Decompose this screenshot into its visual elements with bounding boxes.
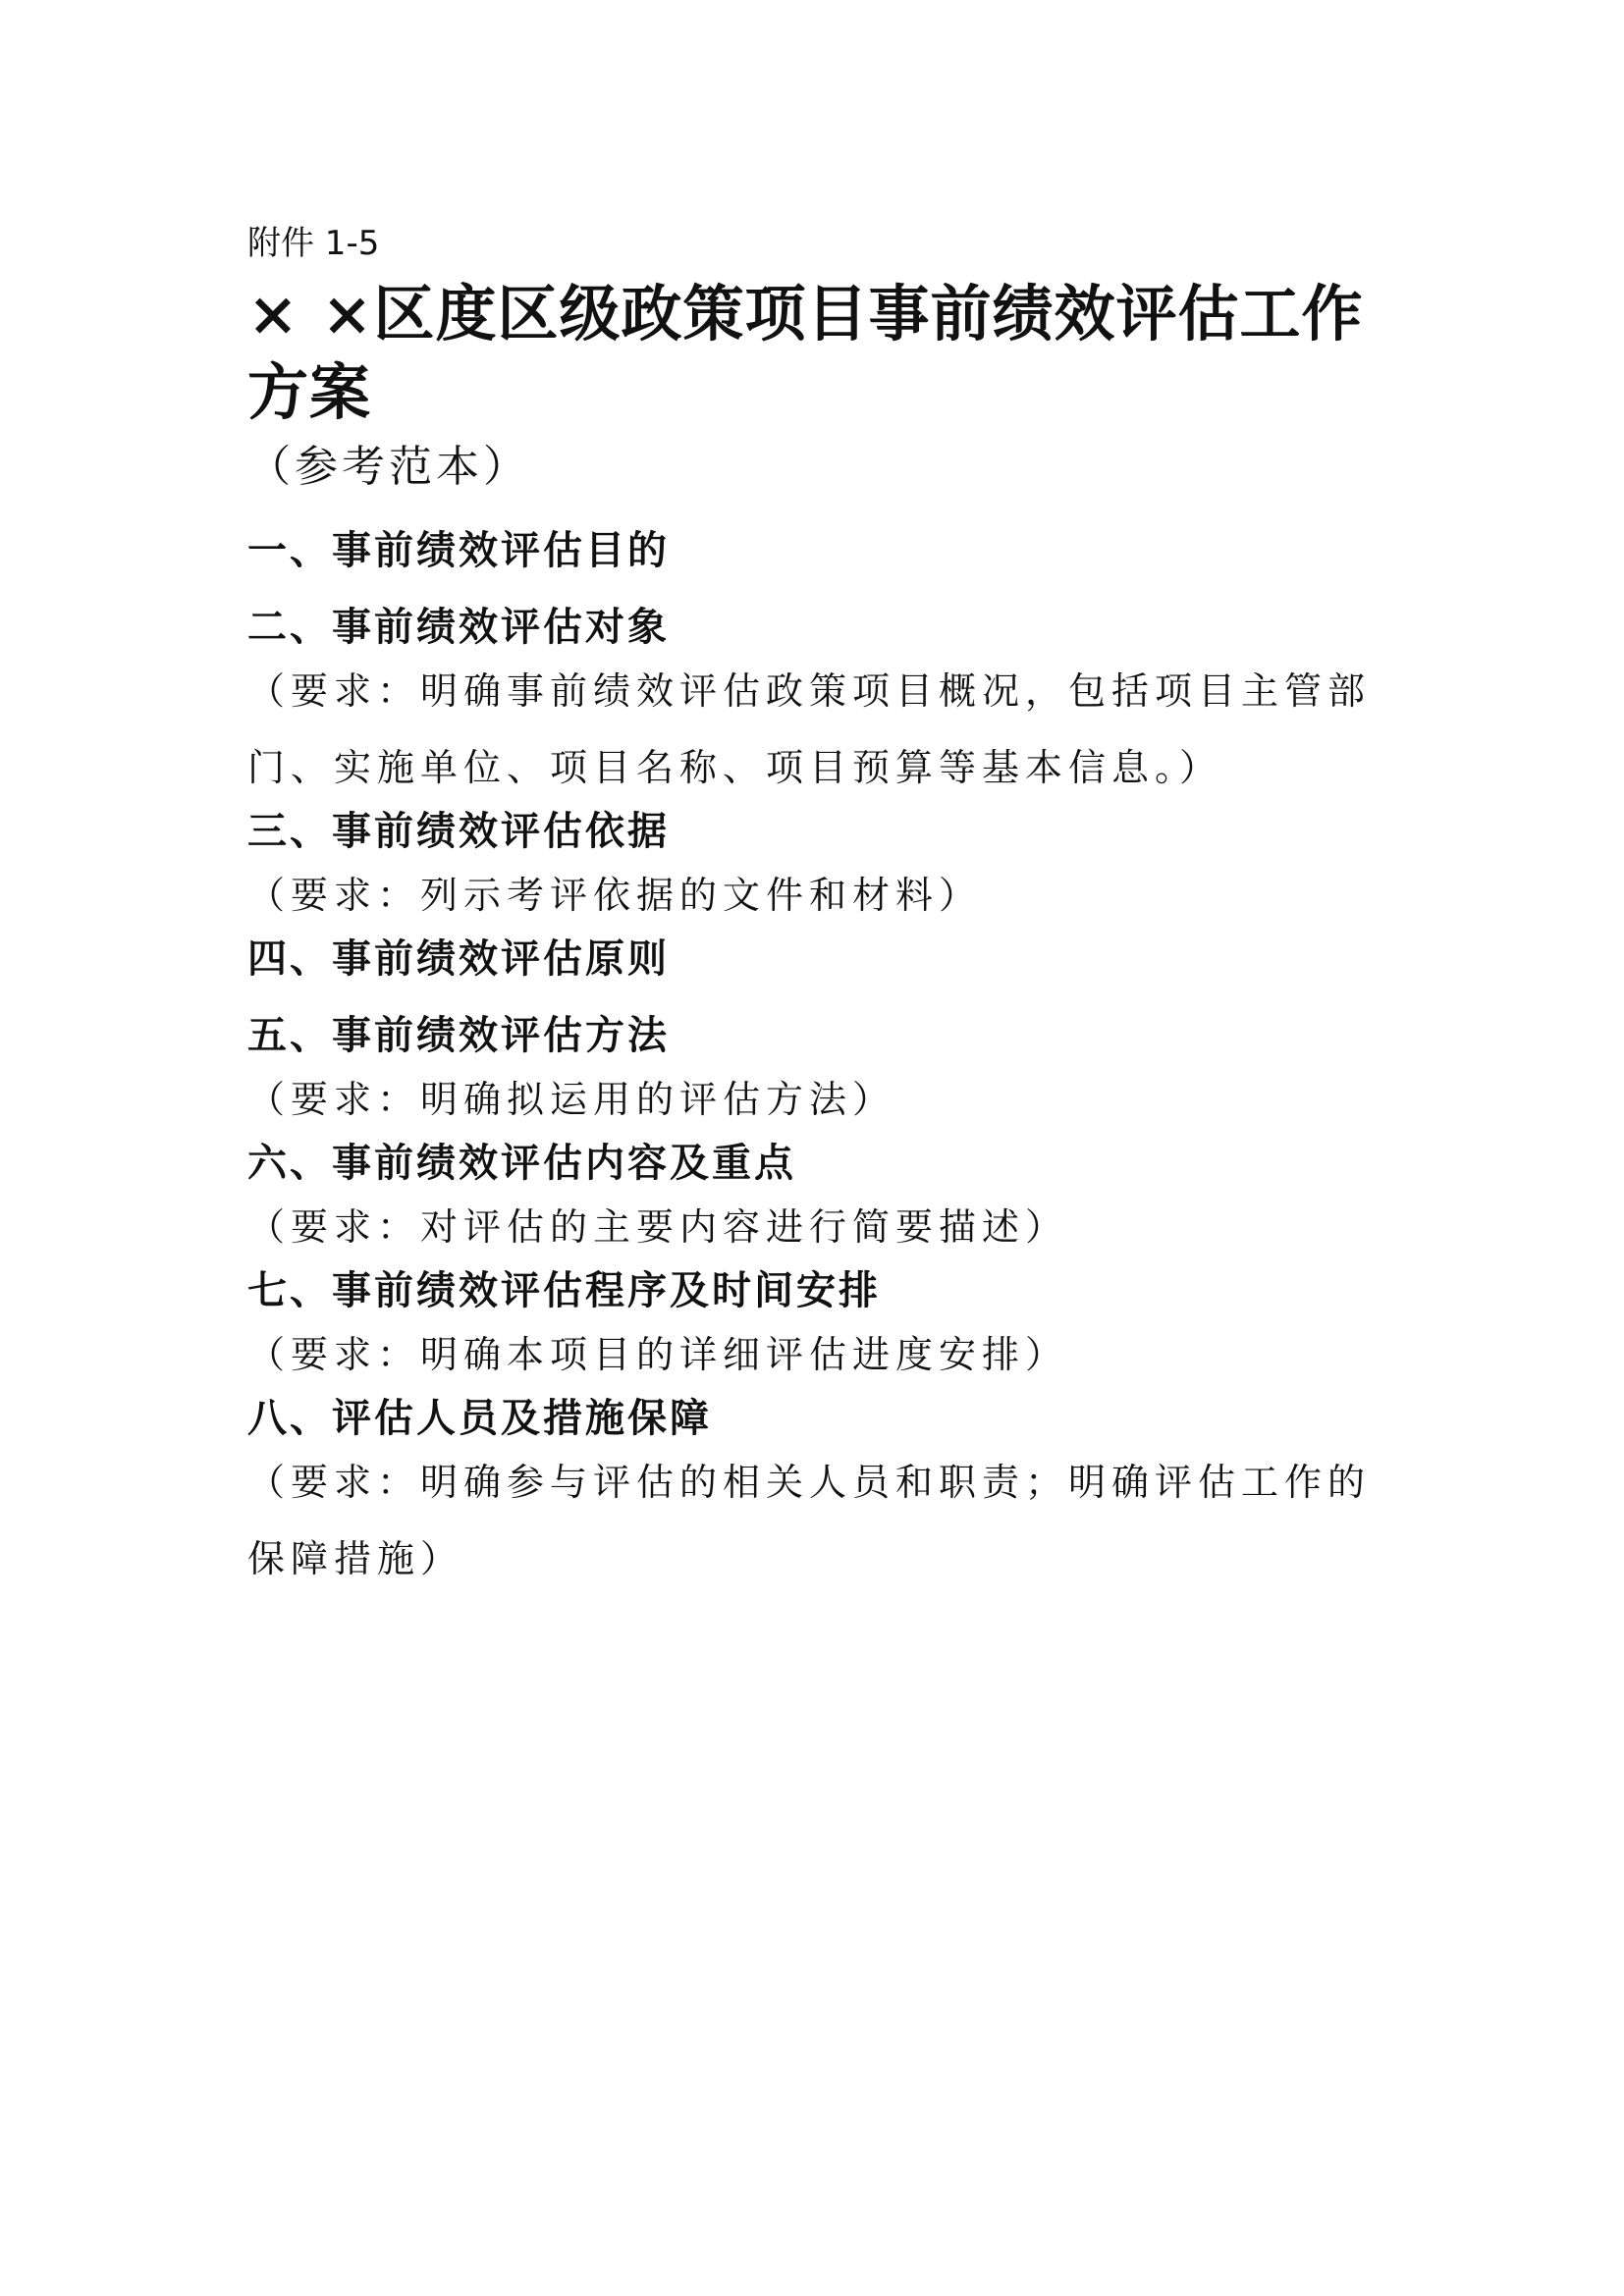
section-heading-5: 五、事前绩效评估方法 [247, 1013, 670, 1058]
section-heading-7: 七、事前绩效评估程序及时间安排 [247, 1268, 881, 1313]
section-heading-4: 四、事前绩效评估原则 [247, 936, 670, 982]
section-note-6: （要求：对评估的主要内容进行简要描述） [247, 1205, 1069, 1249]
section-heading-2: 二、事前绩效评估对象 [247, 605, 670, 650]
document-title: × ×区度区级政策项目事前绩效评估工作方案 [247, 278, 1364, 428]
section-heading-8: 八、评估人员及措施保障 [247, 1396, 712, 1441]
section-note-2: （要求：明确事前绩效评估政策项目概况，包括项目主管部门、实施单位、项目名称、项目预算等基本信息。） [247, 669, 1372, 789]
section-heading-3: 三、事前绩效评估依据 [247, 809, 670, 854]
attachment-label: 附件 1-5 [247, 224, 380, 263]
section-note-8: （要求：明确参与评估的相关人员和职责；明确评估工作的保障措施） [247, 1461, 1372, 1580]
section-note-7: （要求：明确本项目的详细评估进度安排） [247, 1333, 1069, 1376]
section-note-5: （要求：明确拟运用的评估方法） [247, 1078, 896, 1121]
section-heading-6: 六、事前绩效评估内容及重点 [247, 1141, 796, 1186]
section-note-3: （要求：列示考评依据的文件和材料） [247, 874, 983, 917]
section-heading-1: 一、事前绩效评估目的 [247, 528, 670, 573]
section-list [247, 525, 1386, 1597]
document-subtitle: （参考范本） [247, 442, 530, 492]
